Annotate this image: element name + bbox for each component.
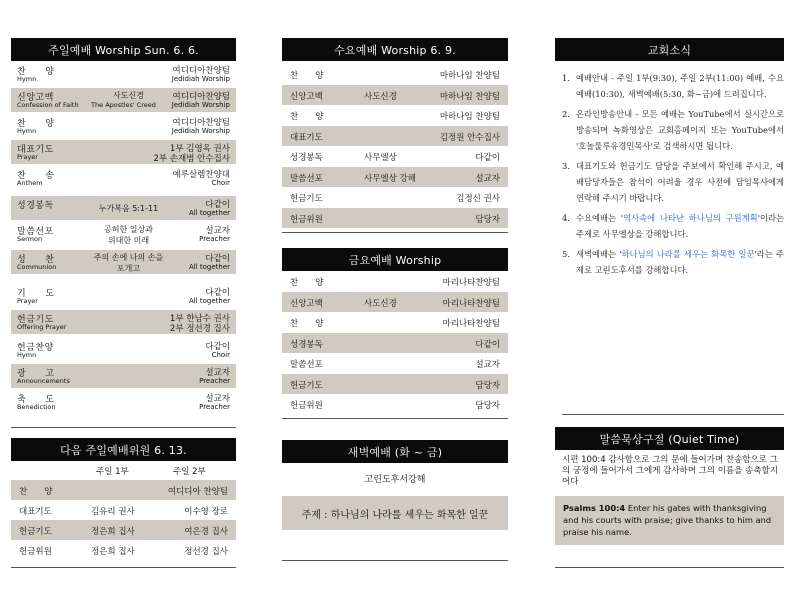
order-item-leader: 설교자 (205, 394, 230, 404)
divider (11, 567, 236, 568)
quiet-time-korean-verse: 시편 100:4 감사함으로 그의 문에 들어가며 찬송함으로 그의 궁정에 들어가서 그에게 감사하며 그의 이름을 송축할지어다 (562, 455, 778, 487)
order-item-leader-english: Preacher (199, 235, 230, 243)
schedule-item-label: 헌금기도 (290, 380, 323, 391)
schedule-item-label: 신앙고백 (290, 91, 323, 102)
order-item-english: Prayer (17, 153, 38, 161)
schedule-row (282, 292, 508, 312)
divider (282, 560, 508, 561)
order-item-content: 공허한 일상과 (104, 225, 153, 234)
order-item-content: 주의 손에 나의 손을 (93, 253, 164, 262)
next-week-columns (11, 460, 236, 480)
order-item-leader: 다같이 (205, 200, 230, 210)
schedule-item-leader: 담당자 (475, 214, 500, 225)
schedule-item-label: 말씀선포 (290, 173, 323, 184)
news-item-text: 예배안내 - 주일 1부(9:30), 주일 2부(11:00) 예배, 수요예배(10:30), 새벽예배(5:30, 화~금)에 드려집니다. (576, 73, 784, 99)
schedule-item-content: 정은희 집사 (91, 527, 135, 537)
divider (11, 427, 236, 428)
news-highlight: 하나님의 나라를 세우는 화목한 일꾼 (621, 249, 755, 259)
schedule-item-leader: 다같이 (475, 339, 500, 350)
schedule-item-label: 찬 양 (290, 112, 324, 122)
schedule-row (282, 208, 508, 228)
order-item-english: Hymn (17, 351, 37, 359)
schedule-row (11, 540, 236, 560)
order-item-leader-2: 2부 정선경 집사 (169, 324, 230, 334)
order-row (11, 140, 236, 164)
schedule-row (282, 64, 508, 84)
news-text-pre: 수요예배는 ' (576, 213, 624, 223)
order-item-leader: 여디디아찬양팀 (172, 92, 230, 102)
order-item-label: 말씀선포 (17, 227, 54, 237)
order-row (11, 88, 236, 112)
schedule-item-content: 김유리 권사 (91, 507, 135, 517)
schedule-row (11, 500, 236, 520)
order-row (11, 364, 236, 388)
order-item-leader-english: Jedidiah Worship (171, 127, 230, 135)
order-item-leader-english: Preacher (199, 403, 230, 411)
dawn-theme (282, 496, 508, 530)
divider (562, 414, 784, 415)
order-row (11, 390, 236, 414)
schedule-item-leader: 마리나타찬양팀 (442, 278, 500, 288)
order-item-leader: 예루살렘찬양대 (172, 170, 230, 180)
column-label-second: 주일 2부 (173, 467, 206, 477)
wednesday-worship-header: 수요예배 Worship 6. 9. (282, 38, 508, 61)
schedule-item-leader: 다같이 (475, 153, 500, 163)
schedule-item-leader: 이수영 장로 (184, 507, 228, 517)
news-item-number: 1. (562, 73, 570, 83)
news-text-pre: 새벽예배는 ' (576, 249, 622, 259)
order-item-label: 헌금찬양 (17, 343, 54, 353)
schedule-item-label: 성경봉독 (290, 153, 323, 163)
order-item-leader: 1부 한남수 권사 (169, 314, 230, 324)
schedule-row (282, 85, 508, 105)
sunday-worship-header: 주일예배 Worship Sun. 6. 6. (11, 38, 236, 61)
schedule-item-content: 사도신경 (364, 298, 397, 309)
order-item-english: Hymn (17, 127, 37, 135)
column-label-first: 주일 1부 (96, 467, 129, 477)
schedule-row (282, 374, 508, 394)
order-item-leader-english: All together (188, 263, 230, 271)
schedule-item-leader: 설교자 (475, 173, 500, 184)
schedule-item-leader: 마리나타찬양팀 (442, 319, 500, 329)
news-highlight: 역사속에 나타난 하나님의 구원계획 (623, 213, 758, 223)
schedule-item-label: 대표기도 (19, 507, 52, 517)
order-item-label: 성경봉독 (17, 201, 54, 211)
schedule-item-leader: 마하나임 찬양팀 (439, 112, 500, 122)
schedule-item-leader: 여디디아 찬양팀 (167, 487, 228, 497)
schedule-item-leader: 마리나타찬양팀 (442, 298, 500, 309)
schedule-row (282, 333, 508, 353)
schedule-item-label: 찬 양 (290, 278, 324, 288)
schedule-row (282, 146, 508, 166)
order-item-leader-english: All together (188, 297, 230, 305)
order-item-content-2: 위대한 미래 (107, 236, 150, 245)
schedule-item-label: 헌금위원 (19, 547, 52, 557)
church-news-header: 교회소식 (555, 38, 784, 61)
news-item-text (576, 246, 784, 278)
order-row (11, 222, 236, 246)
news-text-post: '라는 주제로 고린도후서를 강해합니다. (576, 249, 785, 275)
order-item-leader: 1부 김영옥 권사 (169, 144, 230, 154)
order-item-label: 헌금기도 (17, 315, 54, 325)
order-item-content: 누가복음 5:1-11 (98, 204, 159, 213)
order-item-leader: 다같이 (205, 288, 230, 298)
news-item (562, 246, 784, 278)
news-item (562, 210, 784, 242)
schedule-item-leader: 마하나임 찬양팀 (439, 71, 500, 81)
divider (282, 418, 508, 419)
order-item-label: 찬 양 (17, 119, 55, 129)
schedule-item-content: 사무엘상 (364, 153, 397, 163)
order-item-content-2: 포개고 (116, 264, 141, 273)
order-item-label: 대표기도 (17, 145, 54, 155)
schedule-item-label: 찬 양 (19, 487, 53, 497)
order-row (11, 196, 236, 220)
order-item-label: 찬 송 (17, 171, 55, 181)
news-item-number: 3. (562, 161, 570, 171)
order-item-leader-english: Choir (211, 179, 230, 187)
verse-text: Enter his gates with thanksgiving and his courts with praise; give thanks to him and praise his name. (563, 503, 772, 537)
order-item-english: Confession of Faith (17, 101, 79, 109)
schedule-item-leader: 정선경 집사 (184, 547, 228, 557)
schedule-row (282, 353, 508, 373)
order-item-english: Anthem (17, 179, 43, 187)
order-row (11, 284, 236, 308)
news-item (562, 106, 784, 154)
schedule-item-leader: 담당자 (475, 401, 500, 411)
friday-worship-header: 금요예배 Worship (282, 248, 508, 271)
schedule-row (11, 480, 236, 500)
schedule-item-label: 찬 양 (290, 319, 324, 329)
order-row (11, 62, 236, 86)
quiet-time-english-verse (555, 496, 784, 545)
order-item-english: Communion (17, 263, 57, 271)
dawn-theme-text: 주제 : 하나님의 나라를 세우는 화목한 일꾼 (301, 509, 489, 521)
dawn-worship-header: 새벽예배 (화 ~ 금) (282, 440, 508, 463)
order-item-leader-2: 2부 손재범 안수집사 (153, 154, 230, 164)
schedule-row (282, 126, 508, 146)
order-row (11, 250, 236, 274)
order-item-leader-english: Jedidiah Worship (171, 101, 230, 109)
order-item-leader-english: Choir (211, 351, 230, 359)
schedule-item-content: 정은희 집사 (91, 547, 135, 557)
schedule-item-label: 대표기도 (290, 132, 323, 143)
order-item-content-english: The Apostles' Creed (91, 101, 156, 109)
order-item-leader: 여디디아찬양팀 (172, 118, 230, 128)
next-week-header: 다음 주일예배위원 6. 13. (11, 438, 236, 461)
schedule-item-label: 헌금위원 (290, 401, 323, 411)
schedule-item-label: 헌금기도 (19, 527, 52, 537)
divider (555, 567, 784, 568)
schedule-item-content: 사무엘상 강해 (364, 173, 416, 184)
order-item-leader: 여디디아찬양팀 (172, 66, 230, 76)
order-item-english: Announcements (17, 377, 70, 385)
order-item-english: Sermon (17, 235, 43, 243)
order-item-label: 광 고 (17, 369, 55, 379)
schedule-item-leader: 여은경 집사 (184, 527, 228, 537)
order-item-leader: 다같이 (205, 254, 230, 264)
schedule-row (282, 312, 508, 332)
order-item-label: 성 찬 (17, 255, 55, 265)
schedule-row (282, 187, 508, 207)
church-news-list (562, 70, 784, 282)
schedule-item-label: 헌금기도 (290, 194, 323, 204)
schedule-row (282, 167, 508, 187)
order-item-english: Hymn (17, 75, 37, 83)
order-item-leader: 설교자 (205, 226, 230, 236)
news-item-number: 2. (562, 109, 570, 119)
order-item-leader-english: Preacher (199, 377, 230, 385)
order-item-label: 기 도 (17, 289, 55, 299)
order-row (11, 310, 236, 334)
order-row (11, 338, 236, 362)
schedule-item-content: 사도신경 (364, 91, 397, 102)
order-item-label: 축 도 (17, 395, 55, 405)
schedule-row (11, 520, 236, 540)
order-item-english: Prayer (17, 297, 38, 305)
schedule-item-leader: 담당자 (475, 380, 500, 391)
order-row (11, 114, 236, 138)
order-item-leader-english: Jedidiah Worship (171, 75, 230, 83)
schedule-item-leader: 김정신 권사 (456, 194, 500, 204)
news-text-post: '이라는 주제로 사무엘상을 강해합니다. (576, 213, 785, 239)
news-item-number: 5. (562, 249, 570, 259)
order-row (11, 166, 236, 190)
order-item-leader-english: All together (188, 209, 230, 217)
schedule-item-leader: 설교자 (475, 360, 500, 370)
quiet-time-header: 말씀묵상구절 (Quiet Time) (555, 427, 784, 450)
order-item-content: 사도신경 (113, 91, 144, 100)
news-item-text: 대표기도와 헌금기도 담당을 주보에서 확인해 주시고, 예배담당자들은 참석이 어려울 경우 사전에 담임목사에게 연락해 주시기 바랍니다. (576, 161, 784, 203)
news-item-text (576, 210, 784, 242)
order-item-english: Benediction (17, 403, 56, 411)
order-item-english: Offering Prayer (17, 323, 67, 331)
schedule-row (282, 105, 508, 125)
order-item-leader: 다같이 (205, 342, 230, 352)
dawn-series-title: 고린도후서강해 (364, 475, 426, 485)
schedule-row (282, 271, 508, 291)
schedule-item-label: 말씀선포 (290, 360, 323, 370)
schedule-item-label: 성경봉독 (290, 339, 323, 350)
schedule-item-label: 찬 양 (290, 71, 324, 81)
news-item-text: 온라인방송안내 - 모든 예배는 YouTube에서 실시간으로 방송되며 녹화영상은 교회홈페이지 또는 YouTube에서 '호놀룰루유경민목사'로 검색하시면 됩니다. (576, 109, 784, 151)
verse-reference: Psalms 100:4 (563, 503, 626, 513)
schedule-item-leader: 김정원 안수집사 (439, 132, 500, 143)
news-item-number: 4. (562, 213, 570, 223)
order-item-label: 찬 양 (17, 67, 55, 77)
schedule-row (282, 394, 508, 414)
order-item-label: 신앙고백 (17, 93, 54, 103)
order-item-leader: 설교자 (205, 368, 230, 378)
schedule-item-leader: 마하나임 찬양팀 (439, 91, 500, 102)
news-item (562, 70, 784, 102)
schedule-item-label: 헌금위원 (290, 214, 323, 225)
news-item (562, 158, 784, 206)
divider (282, 232, 508, 233)
schedule-item-label: 신앙고백 (290, 298, 323, 309)
